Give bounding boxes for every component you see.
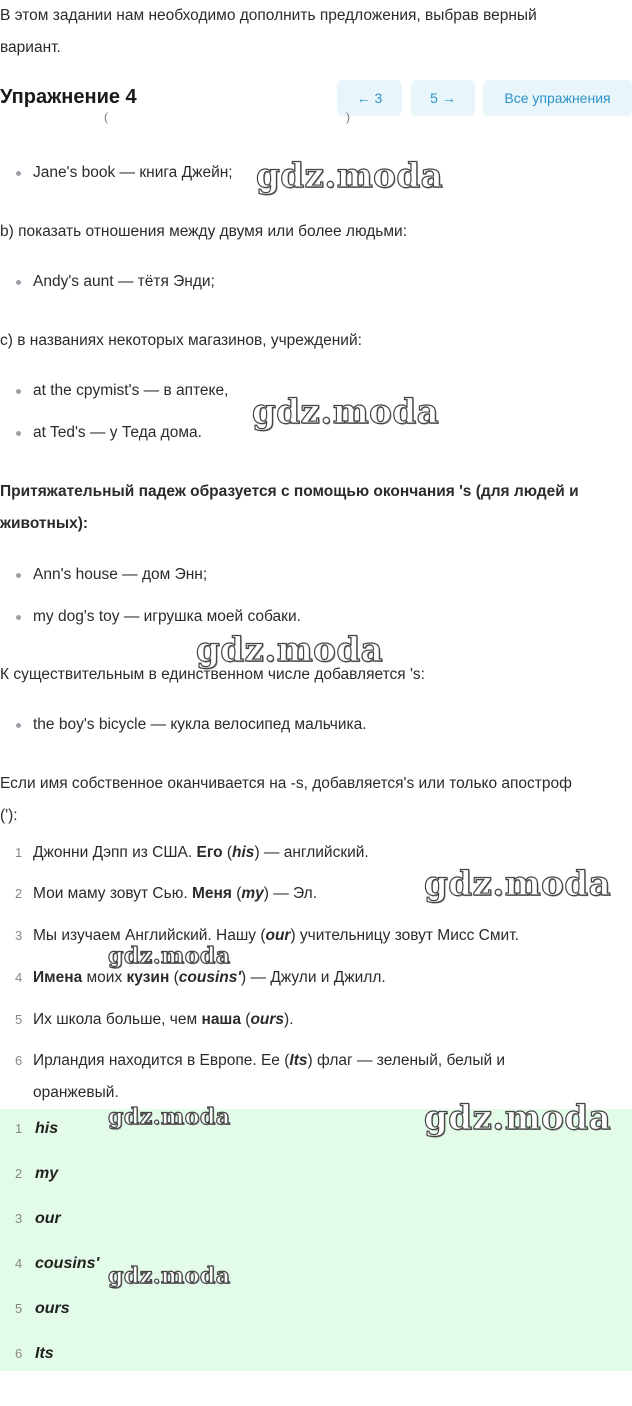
list-item bbox=[0, 266, 620, 298]
task-item-5 bbox=[0, 1004, 620, 1036]
bullet-dot bbox=[16, 573, 21, 578]
answer-number: 6 bbox=[15, 1346, 23, 1361]
bullet-dot bbox=[16, 280, 21, 285]
answer-item-5 bbox=[0, 1294, 632, 1324]
bullet-dot bbox=[16, 389, 21, 394]
task-text: Мы изучаем Английский. Нашу (our) учительницу зовут Мисс Смит. bbox=[33, 927, 519, 944]
rule-heading-line-1: Притяжательный падеж образуется с помощью окончания 's (для людей и bbox=[0, 483, 579, 500]
task-text: Джонни Дэпп из США. Его (his) — английский. bbox=[33, 844, 369, 861]
task-number: 1 bbox=[15, 845, 23, 860]
next-exercise-label: 5 bbox=[430, 90, 438, 106]
answer-text: Its bbox=[35, 1345, 54, 1362]
exercise-header bbox=[0, 80, 632, 118]
list-item-text: the boy's bicycle — кукла велосипед мальчика. bbox=[33, 716, 367, 733]
list-item bbox=[0, 709, 620, 741]
watermark: gdz.moda bbox=[108, 1263, 231, 1289]
answer-number: 2 bbox=[15, 1166, 23, 1181]
paragraph-singular: К существительным в единственном числе добавляется 's: bbox=[0, 666, 425, 683]
list-item-text: at the сpymist's — в аптеке, bbox=[33, 382, 229, 399]
task-number: 5 bbox=[15, 1012, 23, 1027]
answer-number: 4 bbox=[15, 1256, 23, 1271]
answer-item-4 bbox=[0, 1249, 632, 1279]
answer-text: cousins' bbox=[35, 1255, 100, 1272]
task-text: Их школа больше, чем наша (ours). bbox=[33, 1011, 294, 1028]
arrow-right-icon: → bbox=[441, 90, 456, 106]
watermark: gdz.moda bbox=[196, 630, 384, 670]
page-title: Упражнение 4 bbox=[0, 86, 137, 108]
bullet-dot bbox=[16, 615, 21, 620]
answer-text: ours bbox=[35, 1300, 70, 1317]
task-number: 2 bbox=[15, 886, 23, 901]
intro-line-1: В этом задании нам необходимо дополнить предложения, выбрав верный bbox=[0, 7, 537, 24]
list-item-text: Jane's book — книга Джейн; bbox=[33, 164, 233, 181]
watermark: gdz.moda bbox=[108, 943, 231, 969]
list-item-text: my dog's toy — игрушка моей собаки. bbox=[33, 608, 301, 625]
watermark: gdz.moda bbox=[108, 1104, 231, 1130]
paragraph-c: c) в названиях некоторых магазинов, учреждений: bbox=[0, 332, 362, 349]
cutoff-text-fragment: ( ) bbox=[0, 118, 632, 132]
answer-number: 3 bbox=[15, 1211, 23, 1226]
list-item-text: Ann's house — дом Энн; bbox=[33, 566, 208, 583]
rule-heading bbox=[0, 476, 628, 540]
paragraph-proper-line-1: Если имя собственное оканчивается на -s, добавляется's или только апостроф bbox=[0, 775, 572, 792]
watermark: gdz.moda bbox=[256, 156, 444, 196]
rule-heading-line-2: животных): bbox=[0, 515, 89, 532]
answer-text: our bbox=[35, 1210, 61, 1227]
answer-text: his bbox=[35, 1120, 59, 1137]
bullet-dot bbox=[16, 171, 21, 176]
list-item-text: at Ted's — у Теда дома. bbox=[33, 424, 202, 441]
task-text: Имена моих кузин (cousins') — Джули и Джилл. bbox=[33, 969, 386, 986]
intro-text bbox=[0, 0, 628, 64]
paragraph-proper-names bbox=[0, 768, 632, 832]
task-item-3 bbox=[0, 920, 620, 952]
bullet-dot bbox=[16, 431, 21, 436]
answer-item-2 bbox=[0, 1159, 632, 1189]
watermark: gdz.moda bbox=[424, 864, 612, 904]
next-exercise-button[interactable] bbox=[411, 80, 475, 116]
prev-exercise-label: 3 bbox=[374, 90, 383, 106]
bullet-dot bbox=[16, 723, 21, 728]
watermark: gdz.moda bbox=[424, 1098, 612, 1138]
task-number: 4 bbox=[15, 970, 23, 985]
task-number: 6 bbox=[15, 1053, 23, 1068]
answers-panel bbox=[0, 1109, 632, 1371]
answer-item-3 bbox=[0, 1204, 632, 1234]
paragraph-proper-line-2: ('): bbox=[0, 807, 18, 824]
task-text: Мои маму зовут Сью. Меня (my) — Эл. bbox=[33, 885, 318, 902]
intro-line-2: вариант. bbox=[0, 39, 61, 56]
answer-number: 1 bbox=[15, 1121, 23, 1136]
answer-text: my bbox=[35, 1165, 59, 1182]
task-text: Ирландия находится в Европе. Ее (Its) флаг — зеленый, белый и оранжевый. bbox=[33, 1052, 506, 1101]
arrow-left-icon: ← bbox=[356, 90, 371, 106]
list-item-text: Andy's aunt — тётя Энди; bbox=[33, 273, 215, 290]
watermark: gdz.moda bbox=[252, 392, 440, 432]
task-number: 3 bbox=[15, 928, 23, 943]
list-item bbox=[0, 559, 620, 591]
answer-item-6 bbox=[0, 1339, 632, 1369]
task-item-4 bbox=[0, 962, 620, 994]
list-item bbox=[0, 601, 620, 633]
all-exercises-button[interactable]: Все упражнения bbox=[483, 80, 632, 116]
paragraph-b: b) показать отношения между двумя или более людьми: bbox=[0, 223, 407, 240]
answer-number: 5 bbox=[15, 1301, 23, 1316]
